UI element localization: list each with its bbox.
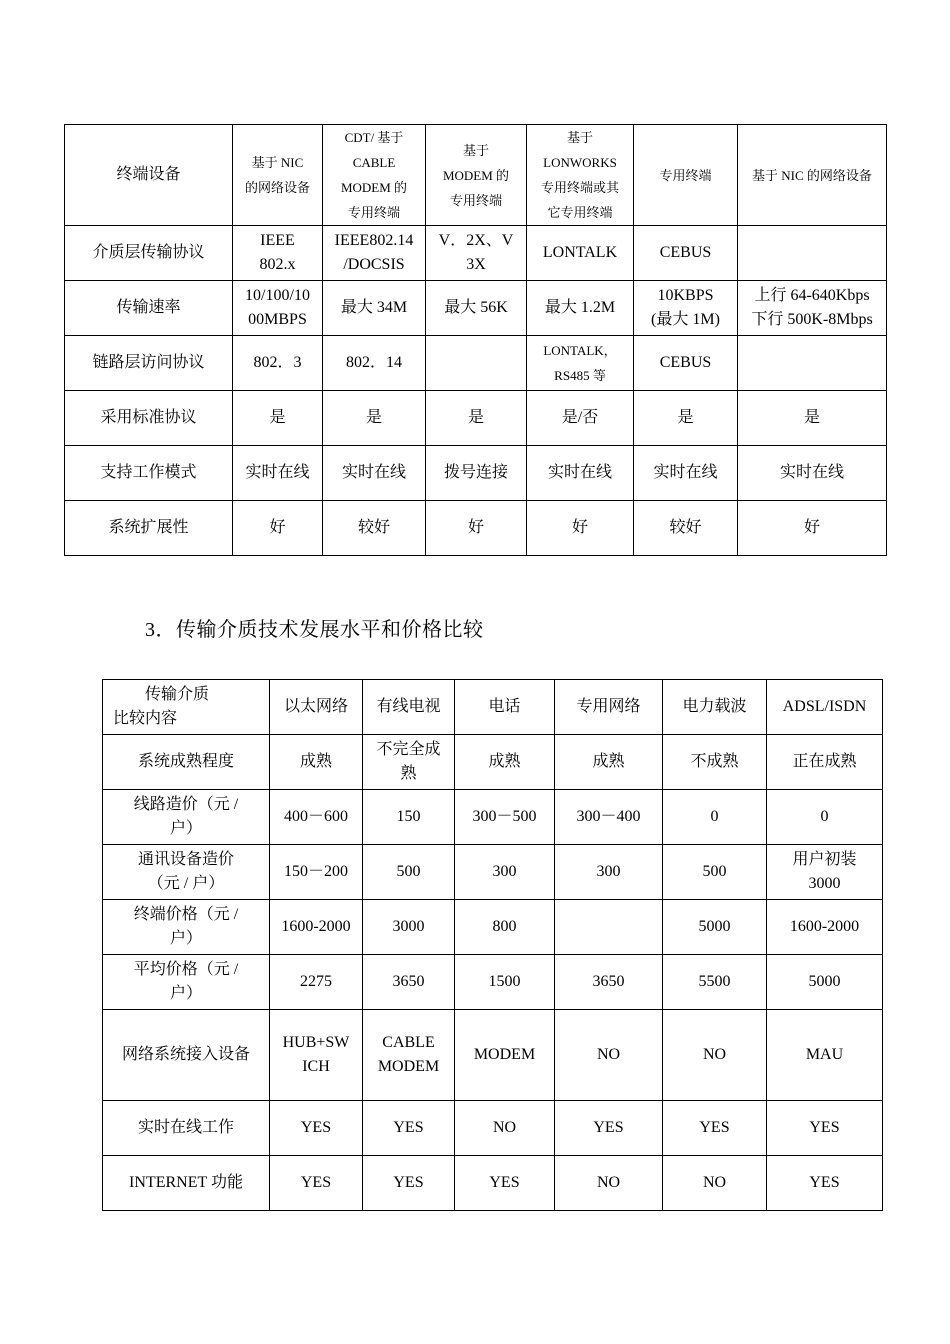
header-cell: 专用终端: [634, 125, 738, 226]
table-cell: 500: [663, 845, 767, 900]
table-cell: NO: [555, 1010, 663, 1101]
table-cell: 0: [663, 790, 767, 845]
table-cell: LONTALK: [527, 226, 634, 281]
table-cell: 不成熟: [663, 735, 767, 790]
table-cell: 802．3: [233, 336, 323, 391]
table-cell: 实时在线: [738, 446, 887, 501]
table-cell: 是: [738, 391, 887, 446]
row-label: 传输速率: [65, 281, 233, 336]
table-cell: 是: [426, 391, 527, 446]
table-cell: 300: [555, 845, 663, 900]
table-cell: 是: [233, 391, 323, 446]
row-label: 系统成熟程度: [103, 735, 270, 790]
row-label: 网络系统接入设备: [103, 1010, 270, 1101]
table-cell: 较好: [634, 501, 738, 556]
table-cell: 802．14: [323, 336, 426, 391]
table-cell: YES: [767, 1156, 883, 1211]
table-cell: 1600-2000: [270, 900, 363, 955]
table-cell: 10/100/10 00MBPS: [233, 281, 323, 336]
table-cell: YES: [555, 1101, 663, 1156]
table-cell: 150: [363, 790, 455, 845]
table-row: [103, 790, 883, 845]
table-cell: 400－600: [270, 790, 363, 845]
table-cell: 最大 34M: [323, 281, 426, 336]
table-cell: 800: [455, 900, 555, 955]
row-label: 实时在线工作: [103, 1101, 270, 1156]
row-label: 通讯设备造价 （元 / 户）: [103, 845, 270, 900]
table-cell: 2275: [270, 955, 363, 1010]
table-cell: 正在成熟: [767, 735, 883, 790]
header-cell: 电力载波: [663, 680, 767, 735]
table-cell: 1600-2000: [767, 900, 883, 955]
header-cell: 专用网络: [555, 680, 663, 735]
header-cell: ADSL/ISDN: [767, 680, 883, 735]
table-cell: YES: [363, 1101, 455, 1156]
table-cell: 300: [455, 845, 555, 900]
table-cell: 500: [363, 845, 455, 900]
section-heading: 3．传输介质技术发展水平和价格比较: [145, 619, 484, 641]
table-cell: 3650: [555, 955, 663, 1010]
table-cell: IEEE 802.x: [233, 226, 323, 281]
table-row: [103, 900, 883, 955]
table-cell: 不完全成 熟: [363, 735, 455, 790]
table-cell: 实时在线: [527, 446, 634, 501]
corner-header-line: 传输介质: [145, 686, 210, 703]
table-row: [103, 845, 883, 900]
table-cell: NO: [455, 1101, 555, 1156]
header-cell: 终端设备: [65, 125, 233, 226]
table-cell: 用户初装 3000: [767, 845, 883, 900]
row-label: INTERNET 功能: [103, 1156, 270, 1211]
header-cell: 电话: [455, 680, 555, 735]
header-cell: 有线电视: [363, 680, 455, 735]
table-cell: 3650: [363, 955, 455, 1010]
table-cell: 好: [738, 501, 887, 556]
table-cell: 成熟: [270, 735, 363, 790]
table-cell: [555, 900, 663, 955]
row-label: 采用标准协议: [65, 391, 233, 446]
corner-header-cell: [103, 680, 270, 735]
table-cell: 150－200: [270, 845, 363, 900]
table-cell: 成熟: [555, 735, 663, 790]
transmission-medium-comparison-table: [102, 679, 883, 1211]
table-cell: LONTALK， RS485 等: [527, 336, 634, 391]
table-cell: 是/否: [527, 391, 634, 446]
table-cell: YES: [270, 1156, 363, 1211]
table-row: [65, 501, 887, 556]
table-cell: 是: [323, 391, 426, 446]
table-cell: 1500: [455, 955, 555, 1010]
table-cell: IEEE802.14 /DOCSIS: [323, 226, 426, 281]
table-row: [103, 735, 883, 790]
table-header-row: [103, 680, 883, 735]
table-row: [103, 1010, 883, 1101]
table-cell: 300－500: [455, 790, 555, 845]
header-cell: 基于 LONWORKS 专用终端或其 它专用终端: [527, 125, 634, 226]
table-cell: [426, 336, 527, 391]
table-cell: MAU: [767, 1010, 883, 1101]
table-cell: 拨号连接: [426, 446, 527, 501]
row-label: 线路造价（元 / 户）: [103, 790, 270, 845]
table-cell: 0: [767, 790, 883, 845]
table-cell: 最大 1.2M: [527, 281, 634, 336]
terminal-device-table: [64, 124, 887, 556]
table-cell: YES: [455, 1156, 555, 1211]
table-cell: 5000: [663, 900, 767, 955]
table-cell: V．2X、V 3X: [426, 226, 527, 281]
table-row: [65, 446, 887, 501]
corner-header-line: 比较内容: [113, 710, 178, 727]
table-cell: 较好: [323, 501, 426, 556]
table-cell: 实时在线: [634, 446, 738, 501]
table-cell: YES: [270, 1101, 363, 1156]
table-cell: 5000: [767, 955, 883, 1010]
table-cell: CEBUS: [634, 226, 738, 281]
table-cell: 是: [634, 391, 738, 446]
row-label: 支持工作模式: [65, 446, 233, 501]
row-label: 平均价格（元 / 户）: [103, 955, 270, 1010]
table-cell: 10KBPS (最大 1M): [634, 281, 738, 336]
row-label: 链路层访问协议: [65, 336, 233, 391]
table-cell: NO: [663, 1010, 767, 1101]
table-cell: 实时在线: [233, 446, 323, 501]
table-cell: 好: [426, 501, 527, 556]
header-cell: CDT/ 基于 CABLE MODEM 的 专用终端: [323, 125, 426, 226]
table-cell: YES: [767, 1101, 883, 1156]
header-cell: 基于 MODEM 的 专用终端: [426, 125, 527, 226]
table-row: [65, 281, 887, 336]
table-cell: 实时在线: [323, 446, 426, 501]
header-cell: 基于 NIC 的网络设备: [233, 125, 323, 226]
table-cell: YES: [363, 1156, 455, 1211]
row-label: 介质层传输协议: [65, 226, 233, 281]
row-label: 系统扩展性: [65, 501, 233, 556]
table-row: [65, 391, 887, 446]
table-cell: NO: [663, 1156, 767, 1211]
header-cell: 基于 NIC 的网络设备: [738, 125, 887, 226]
table-cell: 成熟: [455, 735, 555, 790]
table-cell: HUB+SW ICH: [270, 1010, 363, 1101]
table-row: [65, 336, 887, 391]
table-cell: NO: [555, 1156, 663, 1211]
row-label: 终端价格（元 / 户）: [103, 900, 270, 955]
header-cell: 以太网络: [270, 680, 363, 735]
table-cell: [738, 226, 887, 281]
table-cell: MODEM: [455, 1010, 555, 1101]
table-cell: 好: [527, 501, 634, 556]
table-cell: 300－400: [555, 790, 663, 845]
table-header-row: [65, 125, 887, 226]
table-cell: CEBUS: [634, 336, 738, 391]
table-cell: YES: [663, 1101, 767, 1156]
table-cell: CABLE MODEM: [363, 1010, 455, 1101]
table-cell: 好: [233, 501, 323, 556]
table-row: [103, 955, 883, 1010]
table-cell: 3000: [363, 900, 455, 955]
table-cell: [738, 336, 887, 391]
table-row: [103, 1101, 883, 1156]
table-row: [103, 1156, 883, 1211]
table-cell: 上行 64-640Kbps 下行 500K-8Mbps: [738, 281, 887, 336]
table-row: [65, 226, 887, 281]
table-cell: 5500: [663, 955, 767, 1010]
table-cell: 最大 56K: [426, 281, 527, 336]
